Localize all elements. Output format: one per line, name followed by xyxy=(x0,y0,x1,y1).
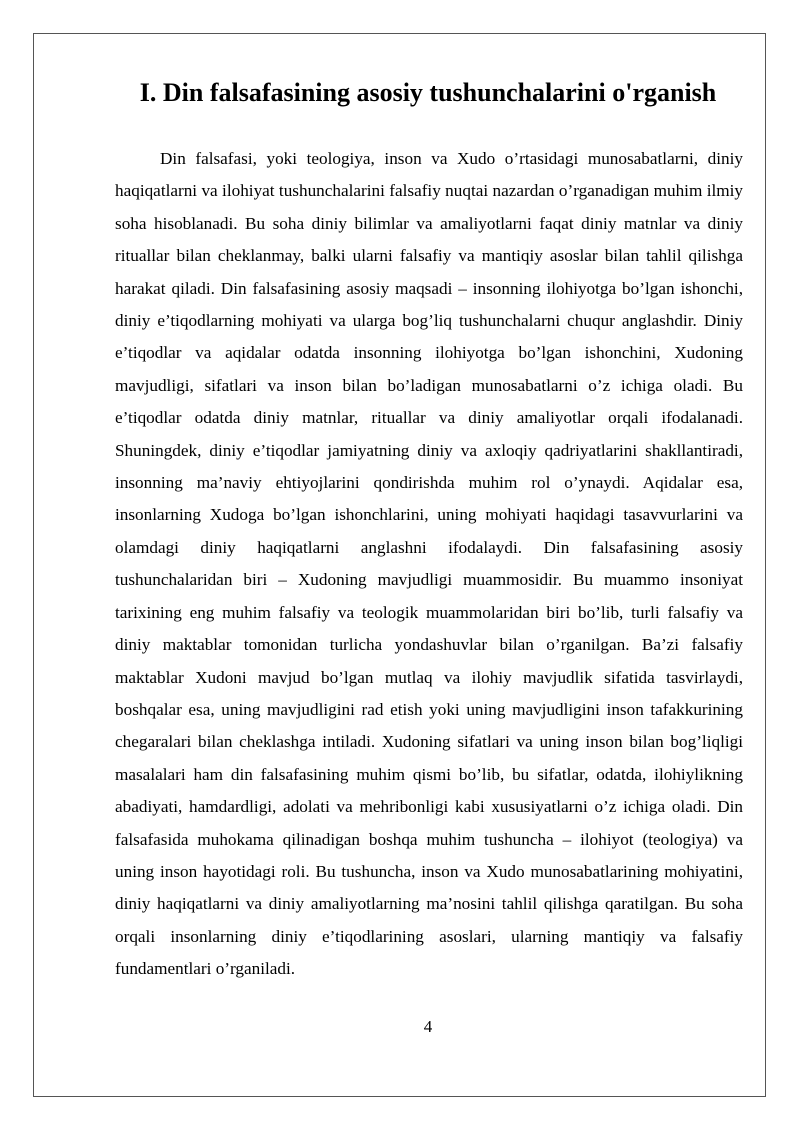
page-title: I. Din falsafasining asosiy tushunchalarini o'rganish xyxy=(139,78,717,107)
page-number: 4 xyxy=(423,1017,433,1036)
body-paragraph: Din falsafasi, yoki teologiya, inson va Xudo o’rtasidagi munosabatlarni, diniy haqiqatlarni va ilohiyat tushunchalarini falsafiy nuqtai nazardan o’rganadigan muhim ilmiy soha hisoblanadi. Bu soha diniy bilimlar va amaliyotlarni faqat diniy matnlar va diniy rituallar bilan cheklanmay, balki ularni falsafiy va mantiqiy asoslar bilan tahlil qilishga harakat qiladi. Din falsafasining asosiy maqsadi – insonning ilohiyotga bo’lgan ishonchi, diniy e’tiqodlarning mohiyati va ularga bog’liq tushunchalarni chuqur anglashdir. Diniy e’tiqodlar va aqidalar odatda insonning ilohiyotga bo’lgan ishonchini, Xudoning mavjudligi, sifatlari va inson bilan bo’ladigan munosabatlarni o’z ichiga oladi. Bu e’tiqodlar odatda diniy matnlar, rituallar va diniy amaliyotlar orqali ifodalanadi. Shuningdek, diniy e’tiqodlar jamiyatning diniy va axloqiy qadriyatlarini shakllantiradi, insonning ma’naviy ehtiyojlarini qondirishda muhim rol o’ynaydi. Aqidalar esa, insonlarning Xudoga bo’lgan ishonchlarini, uning mohiyati haqidagi tasavvurlarini va olamdagi diniy haqiqatlarni anglashni ifodalaydi. Din falsafasining asosiy tushunchalaridan biri – Xudoning mavjudligi muammosidir. Bu muammo insoniyat tarixining eng muhim falsafiy va teologik muammolaridan biri bo’lib, turli falsafiy va diniy maktablar tomonidan turlicha yondashuvlar bilan o’rganilgan. Ba’zi falsafiy maktablar Xudoni mavjud bo’lgan mutlaq va ilohiy mavjudlik sifatida tasvirlaydi, boshqalar esa, uning mavjudligini rad etish yoki uning mavjudligini inson tafakkurining chegaralari bilan cheklashga intiladi. Xudoning sifatlari va uning inson bilan bog’liqligi masalalari ham din falsafasining muhim qismi bo’lib, bu sifatlar, odatda, ilohiylikning abadiyati, hamdardligi, adolati va mehribonligi kabi xususiyatlarni o’z ichiga oladi. Din falsafasida muhokama qilinadigan boshqa muhim tushuncha – ilohiyot (teologiya) va uning inson hayotidagi roli. Bu tushuncha, inson va Xudo munosabatlarining mohiyatini, diniy haqiqatlarni va diniy amaliyotlarning ma’nosini tahlil qilishga qaratilgan. Bu soha orqali insonlarning diniy e’tiqodlarining asoslari, ularning mantiqiy va falsafiy fundamentlari o’rganiladi. xyxy=(115,149,743,979)
